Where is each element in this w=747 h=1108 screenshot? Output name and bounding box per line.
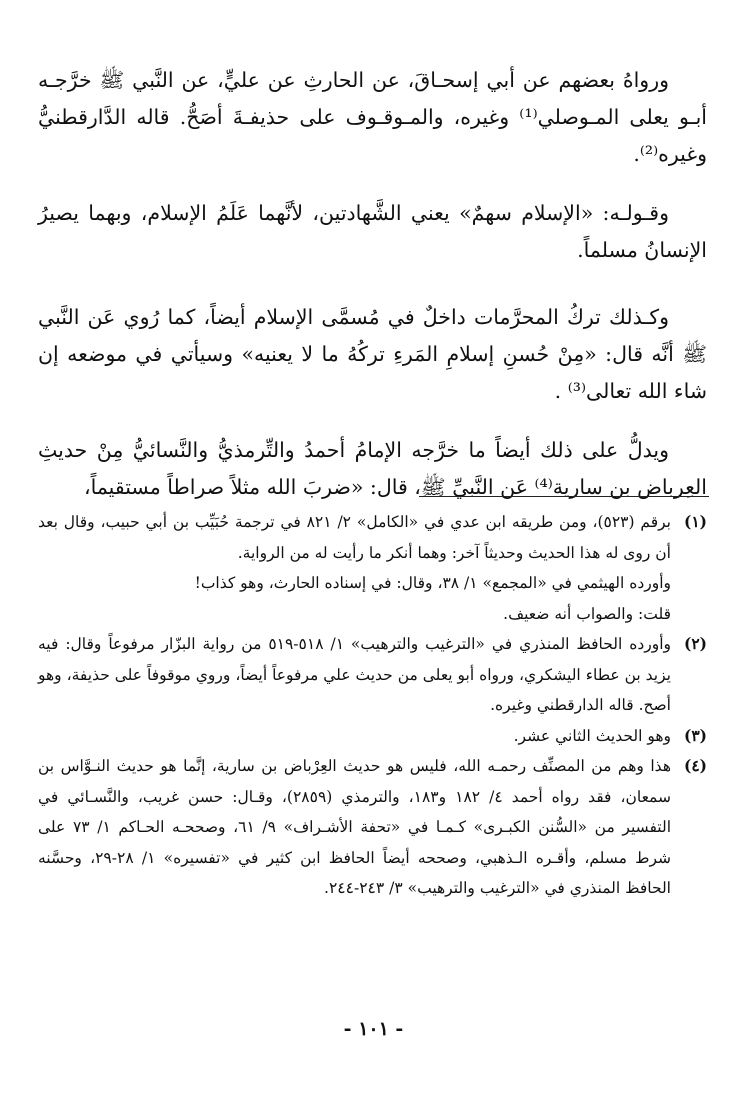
footnote-2-text: وأورده الحافظ المنذري في «الترغيب والترهيب» ١/ ٥١٨-٥١٩ من رواية البزّار مرفوعاً وقال: فيه يزيد بن عطاء اليشكري، ورواه أبو يعلى من حديث علي مرفوعاً أيضاً، وروي موقوفاً على حذيفة، وهو أصح. قاله الدارقطني وغيره. — [38, 635, 671, 714]
footnote-1-extra-2: قلت: والصواب أنه ضعيف. — [503, 604, 671, 623]
footnote-3-number: (٣) — [683, 725, 707, 745]
footnote-4-number: (٤) — [683, 756, 707, 775]
paragraph-3: وكـذلك تركُ المحرَّمات داخلٌ في مُسمَّى الإسلام أيضاً، كما رُوي عَن النَّبي ﷺ أنَّه قال: «مِنْ حُسنِ إسلامِ المَرءِ تركُهُ ما لا يعنيه» وسيأتي في موضعه إن شاء الله تعالى⁽³⁾ . — [38, 305, 707, 403]
footnote-2-number: (٢) — [683, 634, 707, 653]
footnote-1-extra-1: وأورده الهيثمي في «المجمع» ١/ ٣٨، وقال: في إسناده الحارث، وهو كذاب! — [194, 574, 671, 592]
footnote-3-text: وهو الحديث الثاني عشر. — [513, 726, 671, 745]
main-text — [38, 62, 707, 506]
paragraph-1: ورواهُ بعضهم عن أبي إسحـاقَ، عن الحارثِ عن عليٍّ، عن النَّبي ﷺ خرَّجـه أبـو يعلى المـوصلي⁽¹⁾ وغيره، والمـوقـوف على حذيفـةَ أصَحُّ. قاله الدَّارقطنيُّ وغيره⁽²⁾. — [38, 68, 708, 166]
footnote-1-number: (١) — [683, 512, 707, 531]
page-number: - ١٠١ - — [343, 1018, 404, 1040]
footnote-3 — [38, 721, 707, 752]
paragraph-4: ويدلُّ على ذلك أيضاً ما خرَّجه الإمامُ أحمدُ والتِّرمذيُّ والنَّسائيُّ مِنْ حديثِ العِرباض بن سارية⁽⁴⁾ عَن النَّبيِّ ﷺ، قال: «ضربَ الله مثلاً صراطاً مستقيماً، — [38, 438, 707, 499]
footnote-4 — [38, 751, 707, 904]
footnote-4-text: هذا وهم من المصنِّف رحمـه الله، فليس هو حديث العِرْباض بن سارية، إنَّما هو حديث النـوَّاس بن سمعان، فقد رواه أحمد ٤/ ١٨٢ و١٨٣، والترمذي (٢٨٥٩)، وقـال: حسن غريب، والنَّسـائي في التفسير من «السُّنن الكبـرى» كـمـا في «تحفة الأشـراف» ٩/ ٦١، وصححـه الحـاكم ١/ ٧٣ على شرط مسلم، وأقـره الـذهبي، وصححه أيضاً الحافظ ابن كثير في «تفسيره» ١/ ٢٨-٢٩، وحسَّنه الحافظ المنذري في «الترغيب والترهيب» ٣/ ٢٤٣-٢٤٤. — [38, 757, 672, 897]
footnote-2 — [38, 629, 707, 721]
footnote-1 — [38, 507, 707, 568]
footnotes — [38, 507, 707, 904]
footnote-1-text: برقم (٥٢٣)، ومن طريقه ابن عدي في «الكامل» ٢/ ٨٢١ في ترجمة حُبَيِّب بن أبي حبيب، وقال بعد أن روى له هذا الحديث وحديثاً آخر: وهما أنكر ما رأيت له من الرواية. — [38, 513, 671, 562]
paragraph-2: وقـولـه: «الإسلام سهمٌ» يعني الشَّهادتين، لأنَّهما عَلَمُ الإسلام، وبهما يصيرُ الإنسانُ مسلماً. — [38, 201, 707, 262]
footnote-separator — [419, 496, 709, 497]
